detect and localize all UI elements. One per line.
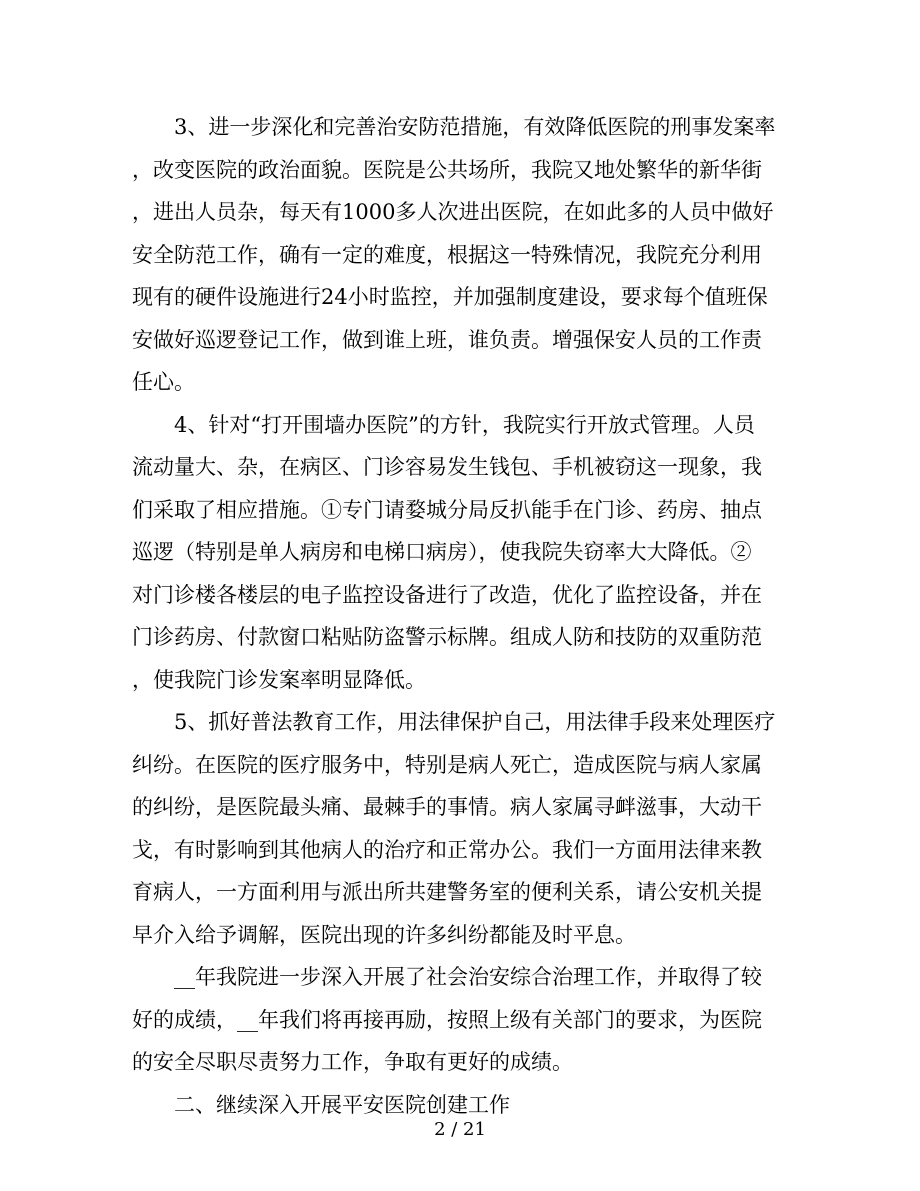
document-body bbox=[132, 106, 782, 1126]
page-number: 2 / 21 bbox=[434, 1119, 486, 1140]
section-heading: 二、继续深入开展平安医院创建工作 bbox=[174, 1092, 510, 1117]
text-line: ，改变医院的政治面貌。医院是公共场所，我院又地处繁华的新华街 bbox=[132, 157, 762, 182]
text-line: 4、针对“打开围墙办医院”的方针，我院实行开放式管理。人员 bbox=[174, 412, 755, 437]
text-line: 门诊药房、付款窗口粘贴防盗警示标牌。组成人防和技防的双重防范 bbox=[132, 625, 762, 649]
paragraph-legal-education bbox=[132, 701, 782, 956]
text-line: 巡逻（特别是单人病房和电梯口病房），使我院失窃率大大降低。② bbox=[132, 540, 752, 564]
text-line: 任心。 bbox=[132, 370, 195, 394]
text-line: 安全防范工作，确有一定的难度，根据这一特殊情况，我院充分利用 bbox=[132, 242, 762, 267]
text-line: 5、抓好普法教育工作，用法律保护自己，用法律手段来处理医疗 bbox=[174, 710, 776, 734]
text-line: 流动量大、杂，在病区、门诊容易发生钱包、手机被窃这一现象，我 bbox=[132, 455, 762, 479]
text-line: ，使我院门诊发案率明显降低。 bbox=[132, 667, 426, 692]
text-line: 早介入给予调解，医院出现的许多纠纷都能及时平息。 bbox=[132, 922, 636, 947]
text-line: 好的成绩，__年我们将再接再励，按照上级有关部门的要求，为医院 bbox=[132, 1007, 762, 1032]
text-line: 育病人，一方面利用与派出所共建警务室的便利关系，请公安机关提 bbox=[132, 880, 762, 904]
paragraph-security-measures bbox=[132, 106, 782, 404]
text-line: 们采取了相应措施。①专门请婺城分局反扒能手在门诊、药房、抽点 bbox=[132, 497, 762, 522]
text-line: 3、进一步深化和完善治安防范措施，有效降低医院的刑事发案率 bbox=[174, 115, 776, 139]
text-line: 戈，有时影响到其他病人的治疗和正常办公。我们一方面用法律来教 bbox=[132, 837, 762, 862]
text-line: __年我院进一步深入开展了社会治安综合治理工作，并取得了较 bbox=[174, 965, 762, 989]
text-line: 的安全尽职尽责努力工作，争取有更好的成绩。 bbox=[132, 1050, 573, 1074]
text-line: 的纠纷，是医院最头痛、最棘手的事情。病人家属寻衅滋事，大动干 bbox=[132, 795, 762, 819]
text-line: 对门诊楼各楼层的电子监控设备进行了改造，优化了监控设备，并在 bbox=[132, 582, 762, 607]
text-line: 纠纷。在医院的医疗服务中，特别是病人死亡，造成医院与病人家属 bbox=[132, 752, 762, 777]
text-line: 安做好巡逻登记工作，做到谁上班，谁负责。增强保安人员的工作责 bbox=[132, 327, 762, 352]
text-line: 现有的硬件设施进行24小时监控，并加强制度建设，要求每个值班保 bbox=[132, 285, 768, 309]
paragraph-year-summary bbox=[132, 956, 782, 1084]
paragraph-open-management bbox=[132, 404, 782, 702]
text-line: ，进出人员杂，每天有1000多人次进出医院，在如此多的人员中做好 bbox=[132, 200, 774, 224]
